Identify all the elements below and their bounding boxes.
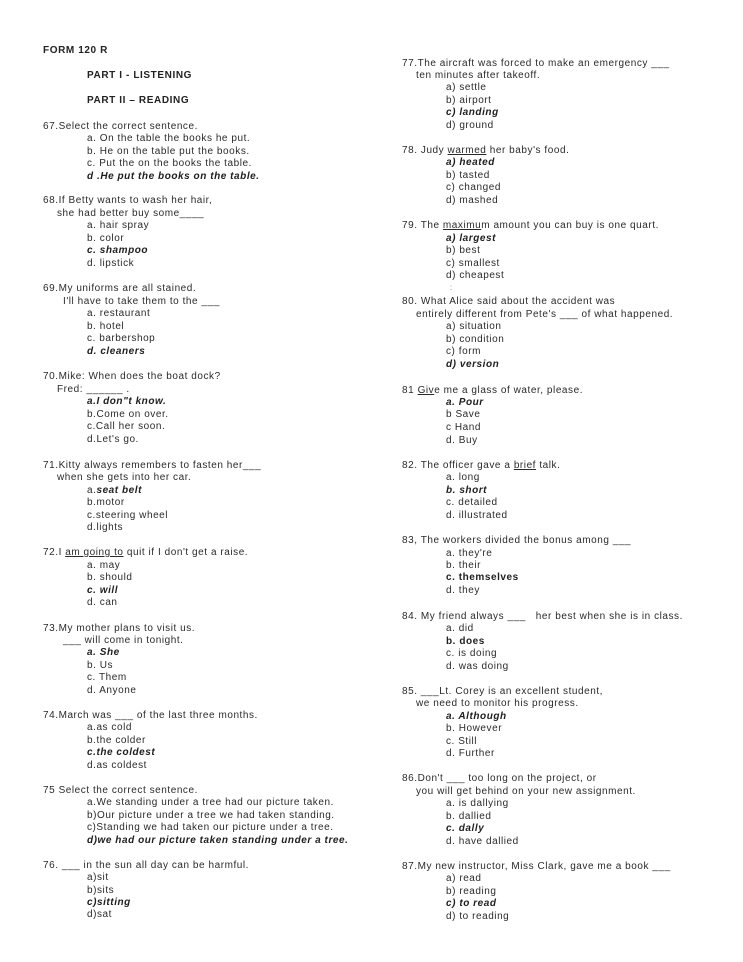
question-number: 75 — [43, 785, 56, 796]
stem-line: Mike: When does the boat dock? — [58, 371, 221, 382]
option: a. restaurant — [87, 308, 151, 319]
stem-text: m amount you can buy is one quart. — [481, 220, 659, 231]
option-correct: a. Although — [446, 711, 507, 722]
option: b Save — [446, 409, 481, 420]
option-correct: a) largest — [446, 233, 496, 244]
stray-mark: : — [450, 283, 453, 292]
option: d) mashed — [446, 195, 499, 206]
option-correct: c)sitting — [87, 897, 131, 908]
option: b. Us — [87, 660, 114, 671]
option: a) read — [446, 873, 482, 884]
option: a)sit — [87, 872, 109, 883]
stem-line: ___Lt. Corey is an excellent student, — [417, 686, 604, 697]
option: d. Anyone — [87, 685, 137, 696]
option: d.as coldest — [87, 760, 147, 771]
underlined-word: maximu — [442, 220, 482, 231]
option: d. Further — [446, 748, 495, 759]
stem-line: when she gets into her car. — [57, 472, 192, 483]
stem-line: The aircraft was forced to make an emergency ___ — [417, 58, 670, 69]
option: b)sits — [87, 885, 115, 896]
option: b. hotel — [87, 321, 125, 332]
option: b. their — [446, 560, 481, 571]
stem-line: entirely different from Pete's ___ of what happened. — [416, 309, 674, 320]
option: a. they're — [446, 548, 493, 559]
question-number: 81 — [402, 385, 415, 396]
option: a) settle — [446, 82, 487, 93]
stem-text: Judy — [417, 145, 448, 156]
stem-text: The — [417, 220, 443, 231]
stem-line: What Alice said about the accident was — [417, 296, 616, 307]
option-correct: a) heated — [446, 157, 495, 168]
option-correct: c. shampoo — [87, 245, 149, 256]
option: b. However — [446, 723, 503, 734]
option: b. He on the table put the books. — [87, 146, 250, 157]
stem-line: Kitty always remembers to fasten her___ — [58, 460, 262, 471]
option: d. can — [87, 597, 118, 608]
question-number: 85. — [402, 686, 418, 697]
option: b. dallied — [446, 811, 492, 822]
question-stem — [402, 611, 683, 623]
option: b) reading — [446, 886, 497, 897]
form-title: FORM 120 R — [43, 45, 108, 56]
option: d. Buy — [446, 435, 478, 446]
option: a. hair spray — [87, 220, 150, 231]
question-stem — [402, 773, 597, 785]
question-number: 67. — [43, 121, 59, 132]
question-number: 76. — [43, 860, 59, 871]
underlined-phrase: am going to — [65, 547, 124, 558]
option: a) situation — [446, 321, 502, 332]
stem-line: The workers divided the bonus among ___ — [417, 535, 632, 546]
part-2-heading: PART II – READING — [87, 95, 190, 106]
question-number: 84. — [402, 611, 418, 622]
stem-text: I — [58, 547, 66, 558]
option: a. On the table the books he put. — [87, 133, 251, 144]
question-stem — [43, 371, 221, 383]
question-number: 74. — [43, 710, 59, 721]
option: c) smallest — [446, 258, 500, 269]
option: d.lights — [87, 522, 124, 533]
option-correct: d)we had our picture taken standing under a tree. — [87, 835, 349, 846]
option: b. should — [87, 572, 133, 583]
question-stem — [43, 283, 196, 295]
question-stem — [402, 220, 659, 232]
question-number: 78. — [402, 145, 418, 156]
option-correct — [87, 485, 142, 497]
question-stem — [43, 460, 261, 472]
part-1-heading: PART I - LISTENING — [87, 70, 193, 81]
question-stem — [402, 58, 670, 70]
question-stem — [43, 860, 249, 872]
option: c. detailed — [446, 497, 498, 508]
option: c. Them — [87, 672, 127, 683]
question-number: 79. — [402, 220, 418, 231]
option: c. Still — [446, 736, 478, 747]
stem-line: she had better buy some____ — [57, 208, 205, 219]
option: d. they — [446, 585, 480, 596]
option-correct: c. themselves — [446, 572, 519, 583]
question-number: 68. — [43, 195, 59, 206]
stem-text: e me a glass of water, please. — [434, 385, 584, 396]
question-number: 86. — [402, 773, 418, 784]
option: d. lipstick — [87, 258, 135, 269]
question-number: 83, — [402, 535, 418, 546]
stem-line: My mother plans to visit us. — [58, 623, 196, 634]
option: b) best — [446, 245, 481, 256]
option-letter: a. — [87, 485, 97, 496]
option: b.motor — [87, 497, 125, 508]
stem-line: I'll have to take them to the ___ — [63, 296, 220, 307]
option: b. color — [87, 233, 125, 244]
stem-line: Select the correct sentence. — [58, 121, 198, 132]
option-correct: d) version — [446, 359, 500, 370]
option-correct: d .He put the books on the table. — [87, 171, 260, 182]
stem-text: quit if I don't get a raise. — [123, 547, 249, 558]
stem-text: her baby's food. — [486, 145, 570, 156]
question-number: 69. — [43, 283, 59, 294]
option-correct: c.the coldest — [87, 747, 156, 758]
stem-line: ___ will come in tonight. — [63, 635, 184, 646]
option: a.as cold — [87, 722, 132, 733]
option: b) condition — [446, 334, 505, 345]
option: a. may — [87, 560, 121, 571]
option-correct: b. short — [446, 485, 488, 496]
option-correct: b. does — [446, 636, 485, 647]
question-stem — [402, 686, 603, 698]
stem-line: we need to monitor his progress. — [416, 698, 579, 709]
question-number: 80. — [402, 296, 418, 307]
question-stem — [43, 195, 212, 207]
option: c)Standing we had taken our picture under a tree. — [87, 822, 334, 833]
option: b) tasted — [446, 170, 490, 181]
question-stem — [402, 145, 569, 157]
option: d)sat — [87, 909, 112, 920]
option: c Hand — [446, 422, 481, 433]
question-number: 70. — [43, 371, 59, 382]
stem-text: The officer gave a — [417, 460, 514, 471]
question-stem — [43, 623, 195, 635]
option: b.Come on over. — [87, 409, 169, 420]
option-correct: a.I don"t know. — [87, 396, 167, 407]
question-number: 72. — [43, 547, 59, 558]
stem-line: ___ in the sun all day can be harmful. — [58, 860, 250, 871]
option: d.Let's go. — [87, 434, 139, 445]
option-correct: c. will — [87, 585, 119, 596]
option: d. illustrated — [446, 510, 508, 521]
question-stem — [402, 296, 615, 308]
option: b) airport — [446, 95, 492, 106]
option: b.the colder — [87, 735, 146, 746]
question-stem — [43, 710, 258, 722]
question-stem — [43, 121, 198, 133]
question-number: 73. — [43, 623, 59, 634]
option: c) changed — [446, 182, 501, 193]
option: c.Call her soon. — [87, 421, 166, 432]
question-stem — [402, 861, 671, 873]
stem-line: you will get behind on your new assignment. — [416, 786, 636, 797]
option-text: seat belt — [96, 485, 142, 496]
option-correct: a. She — [87, 647, 120, 658]
question-number: 82. — [402, 460, 418, 471]
question-number: 87. — [402, 861, 418, 872]
stem-line: If Betty wants to wash her hair, — [58, 195, 213, 206]
option-correct: c) landing — [446, 107, 499, 118]
option: c. barbershop — [87, 333, 156, 344]
option: c. Put the on the books the table. — [87, 158, 252, 169]
underlined-word: warmed — [447, 145, 487, 156]
question-stem — [402, 535, 631, 547]
option-correct: c. dally — [446, 823, 485, 834]
underlined-word: brief — [513, 460, 537, 471]
option-correct: c) to read — [446, 898, 497, 909]
option: d) cheapest — [446, 270, 505, 281]
option: a.We standing under a tree had our picture taken. — [87, 797, 334, 808]
question-stem — [43, 547, 248, 559]
option: c) form — [446, 346, 481, 357]
option: d. was doing — [446, 661, 509, 672]
option: d) to reading — [446, 911, 510, 922]
option: d. have dallied — [446, 836, 519, 847]
stem-line: My uniforms are all stained. — [58, 283, 197, 294]
option: a. did — [446, 623, 474, 634]
option: a. long — [446, 472, 480, 483]
stem-line: ten minutes after takeoff. — [416, 70, 541, 81]
question-number: 77. — [402, 58, 418, 69]
option-correct: a. Pour — [446, 397, 484, 408]
option: b)Our picture under a tree we had taken standing. — [87, 810, 335, 821]
stem-line: My friend always ___ her best when she is in class. — [417, 611, 683, 622]
option: d) ground — [446, 120, 494, 131]
stem-line: March was ___ of the last three months. — [58, 710, 258, 721]
question-stem — [402, 385, 583, 397]
stem-line: Don't ___ too long on the project, or — [417, 773, 597, 784]
question-number: 71. — [43, 460, 59, 471]
option: c. is doing — [446, 648, 498, 659]
stem-text: talk. — [536, 460, 561, 471]
question-stem — [402, 460, 560, 472]
underlined-word: Giv — [417, 385, 435, 396]
option: c.steering wheel — [87, 510, 169, 521]
option-correct: d. cleaners — [87, 346, 146, 357]
stem-line: Select the correct sentence. — [55, 785, 198, 796]
stem-line: My new instructor, Miss Clark, gave me a book ___ — [417, 861, 671, 872]
question-stem — [43, 785, 198, 797]
stem-line: Fred: ______ . — [57, 384, 130, 395]
option: a. is dallying — [446, 798, 509, 809]
